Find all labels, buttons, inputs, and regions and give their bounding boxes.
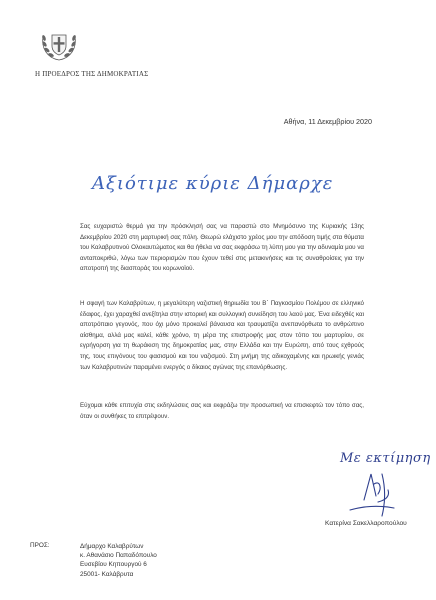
recipient-address xyxy=(80,542,157,579)
recipient-line-title: Δήμαρχο Καλαβρύτων xyxy=(80,543,144,550)
coat-of-arms-emblem xyxy=(35,20,83,68)
recipient-line-name: κ. Αθανάσιο Παπαδόπουλο xyxy=(80,552,157,560)
handwritten-signature xyxy=(340,450,431,530)
signature-scribble xyxy=(350,474,394,516)
recipient-line-street: Ευσεβίου Κηπουργού 6 xyxy=(80,561,147,569)
salutation-text: Αξιότιμε κύριε Δήμαρχε xyxy=(92,173,334,194)
recipient-label: ΠΡΟΣ: xyxy=(30,542,50,549)
dateline: Αθήνα, 11 Δεκεμβρίου 2020 xyxy=(283,117,372,126)
laurel-wreath-icon xyxy=(35,20,83,68)
handwritten-salutation xyxy=(92,165,334,201)
office-title: Η ΠΡΟΕΔΡΟΣ ΤΗΣ ΔΗΜΟΚΡΑΤΙΑΣ xyxy=(35,70,149,78)
recipient-line-city: 25001- Καλάβρυτα xyxy=(80,570,134,578)
paragraph-massacre-remembrance: Η σφαγή των Καλαβρύτων, η μεγαλύτερη ναζιστική θηριωδία του Β΄ Παγκοσμίου Πολέμου σε ελληνικό έδαφος, έχει χαραχθεί ανεξίτηλα στην ιστορική και συλλογική συνείδηση του λαού μας. Ένα ειδεχθές και αποτρόπαιο γεγονός, που όχι μόνο προκαλεί βάναυσα και τραυματίζει ανεπανόρθωτα το ανθρώπινο αίσθημα, αλλά μας καλεί, κάθε χρόνο, τη μέρα της επιστροφής μας στον τόπο του μαρτυρίου, σε εγρήγορση για τη θωράκιση της δημοκρατίας μας, στην Ελλάδα και την Ευρώπη, από τους εχθρούς της, τους επιγόνους του φασισμού και του ναζισμού. Στη μνήμη της αδικοχαμένης και ηρωικής γενιάς των Καλαβρυτινών παραμένει ενεργός ο δίκαιος αγώνας της επανόρθωσης. xyxy=(80,300,364,371)
signature-greeting: Με εκτίμηση xyxy=(340,451,431,466)
signatory-name: Κατερίνα Σακελλαροπούλου xyxy=(325,520,407,527)
paragraph-closing-wishes: Εύχομαι κάθε επιτυχία στις εκδηλώσεις σας και εκφράζω την προσωπική να επισκεφτώ τον τόπο σας, όταν οι συνθήκες το επιτρέψουν. xyxy=(80,402,364,420)
paragraph-invitation-thanks: Σας ευχαριστώ θερμά για την πρόσκλησή σας να παραστώ στο Μνημόσυνο της Κυριακής 13ης Δεκεμβρίου 2020 στη μαρτυρική σας πόλη. Θεωρώ ελάχιστο χρέος μου την απόδοση τιμής στα θύματα του Καλαβρυτινού Ολοκαυτώματος και θα ήθελα να σας εκφράσω τη λύπη μου για την αδυναμία μου να ανταποκριθώ, λόγω των περιορισμών που έχουν τεθεί στις μετακινήσεις και τις συναθροίσεις για την αποτροπή της διασποράς του κορωνοϊού. xyxy=(80,223,364,273)
